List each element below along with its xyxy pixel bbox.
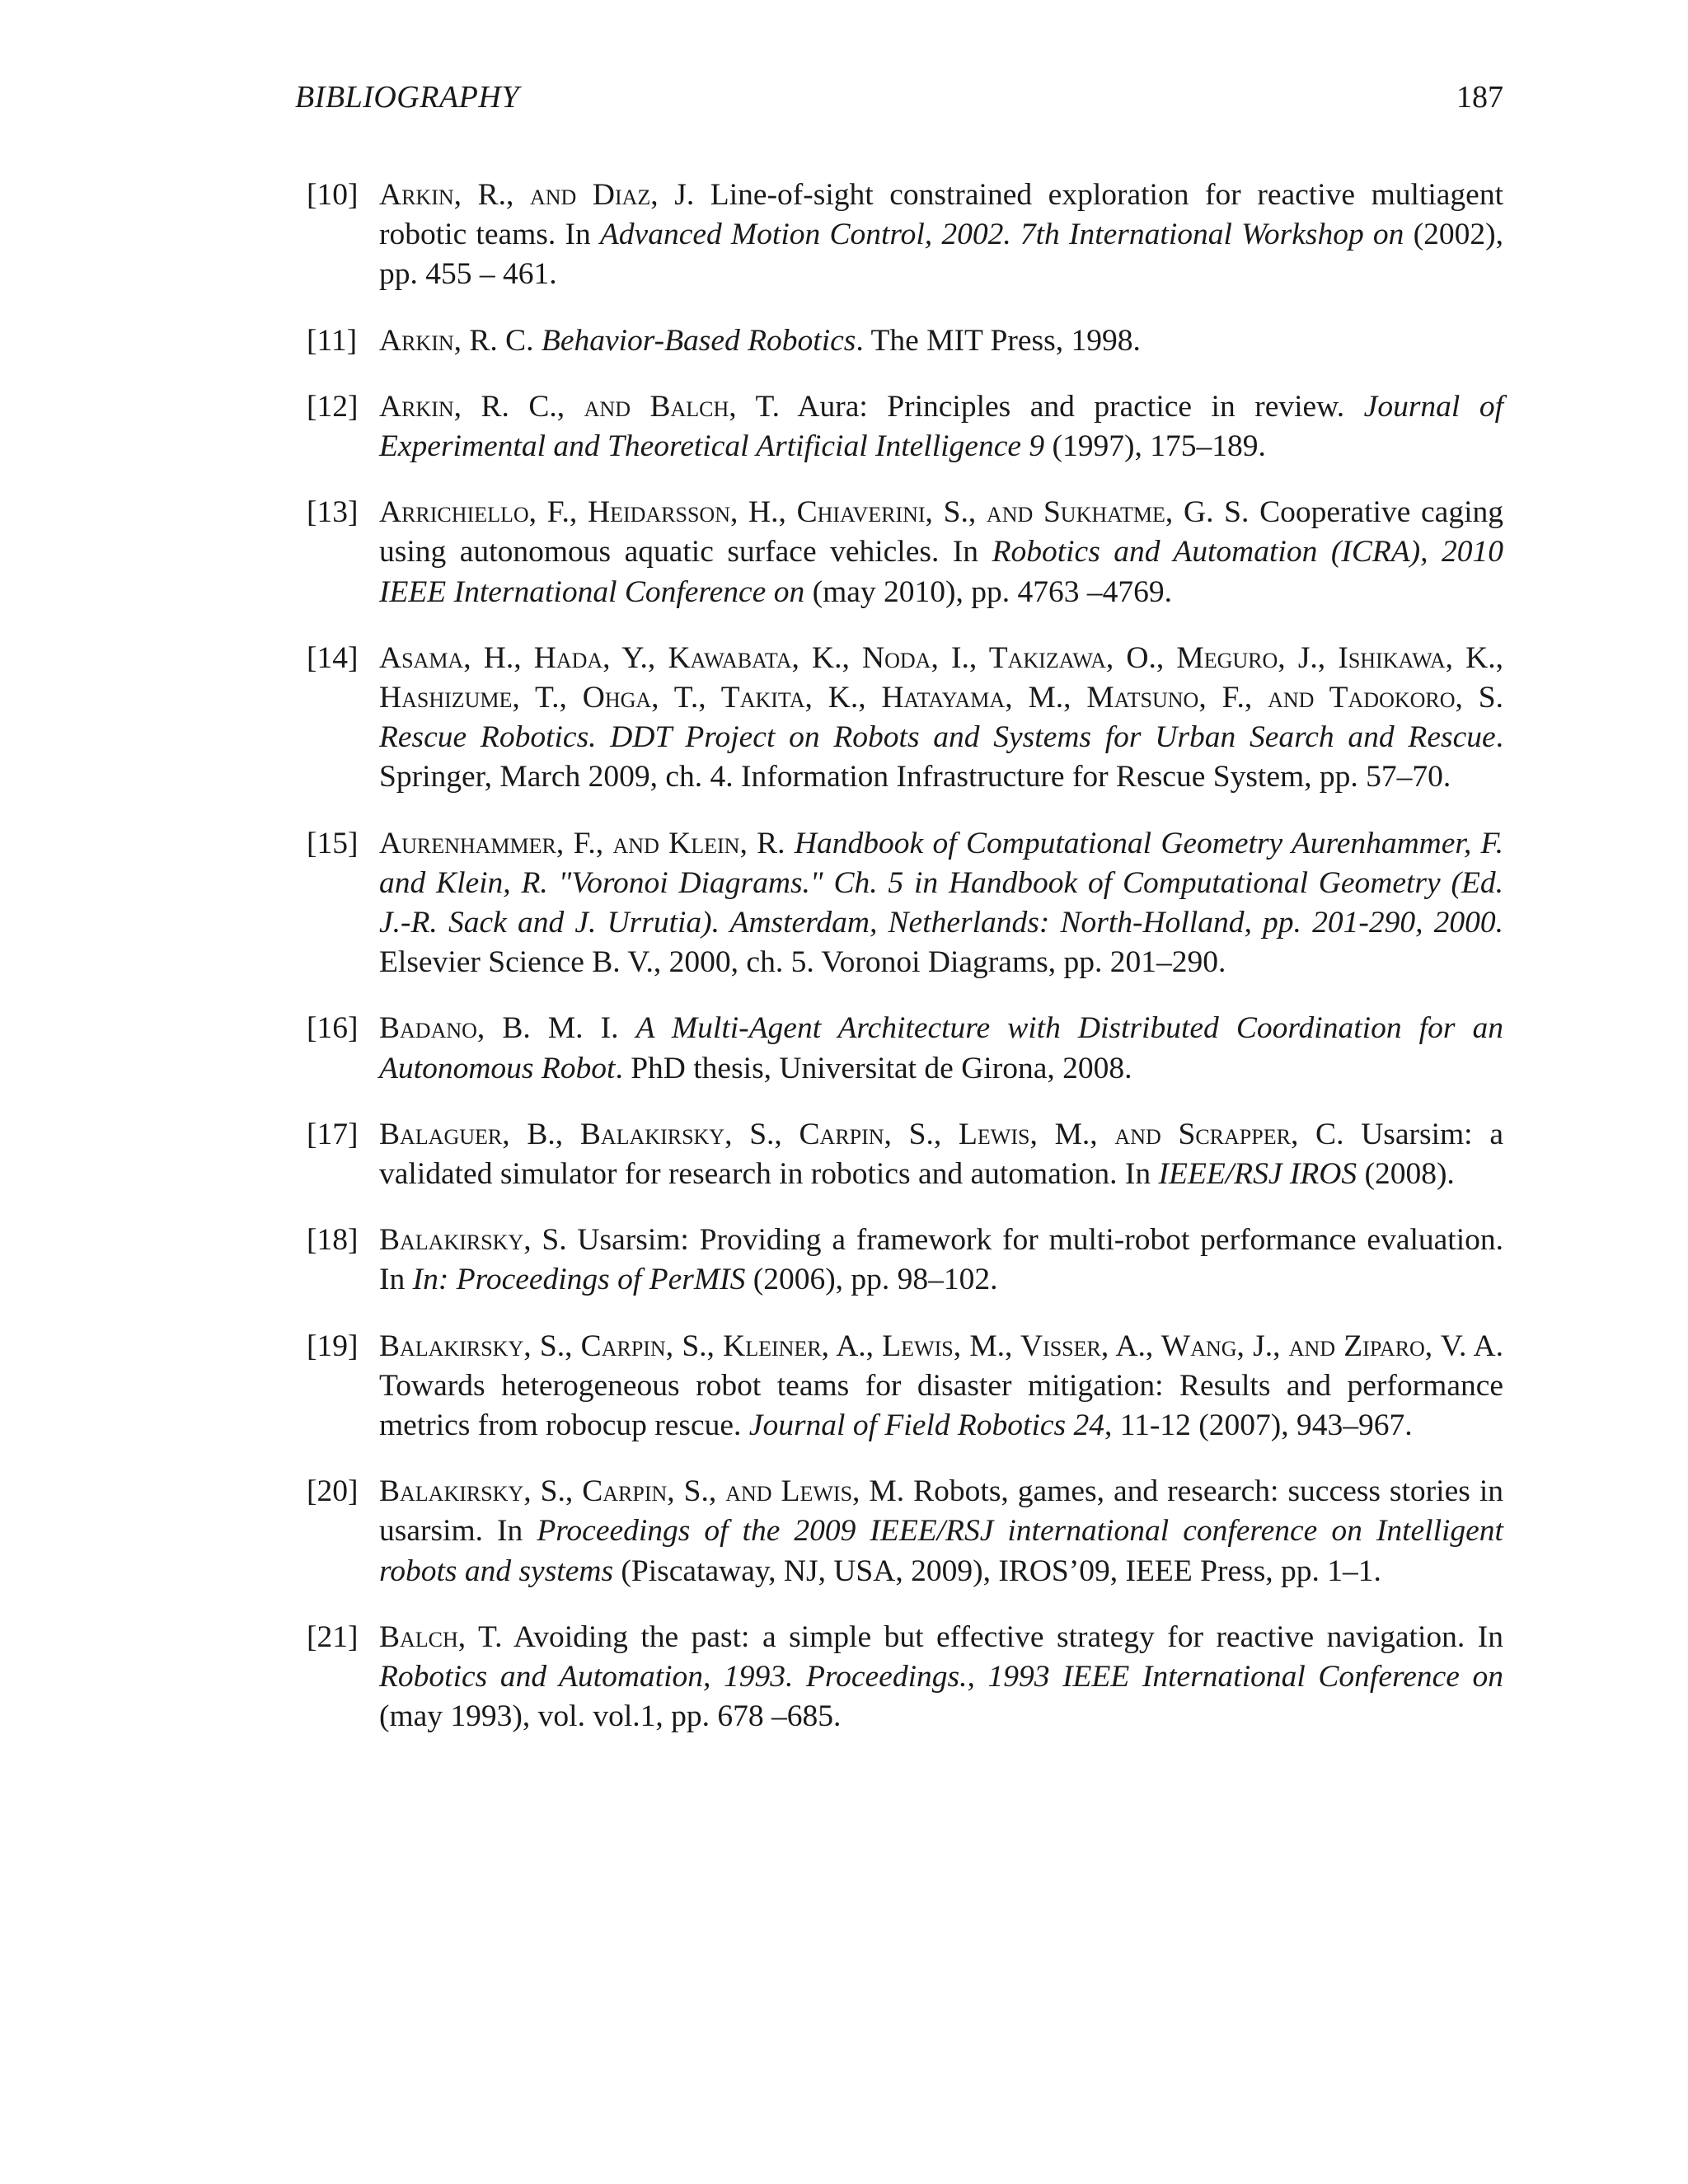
entry-text: (Piscataway, NJ, USA, 2009), IROS’09, IEEE Press, pp. 1–1. — [613, 1554, 1381, 1588]
entry-text: (1997), 175–189. — [1044, 429, 1266, 464]
entry-source-title: Journal of Experimental and Theoretical Artificial Intelligence 9 — [379, 389, 1503, 464]
bibliography-entry — [307, 824, 1503, 983]
bibliography-entry — [307, 1327, 1503, 1446]
entry-label: [21] — [307, 1619, 359, 1654]
entry-source-title: IEEE/RSJ IROS — [1158, 1157, 1357, 1192]
entry-text: . PhD thesis, Universitat de Girona, 2008. — [615, 1051, 1132, 1085]
bibliography-entry — [307, 493, 1503, 612]
page-number: 187 — [1456, 80, 1503, 115]
entry-text: (2002), pp. 455 – 461. — [379, 218, 1503, 292]
entry-text — [785, 827, 795, 860]
entry-authors: Badano, B. M. I. — [379, 1011, 619, 1046]
entry-text: (2008). — [1357, 1157, 1455, 1192]
entry-source-title: A Multi-Agent Architecture with Distributed Coordination for an Autonomous Robot — [379, 1011, 1503, 1085]
bibliography-entry — [307, 1472, 1503, 1591]
running-header-title: BIBLIOGRAPHY — [295, 80, 519, 115]
entry-authors: Asama, H., Hada, Y., Kawabata, K., Noda, I., Takizawa, O., Meguro, J., Ishikawa, K., Hashizume, T., Ohga, T., Takita, K., Hatayama, M., Matsuno, F., and Tadokoro, S. — [379, 640, 1503, 715]
entry-text: (may 2010), pp. 4763 –4769. — [804, 574, 1172, 609]
entry-source-title: Advanced Motion Control, 2002. 7th International Workshop on — [599, 218, 1404, 252]
entry-label: [19] — [307, 1329, 359, 1363]
entry-text: Elsevier Science B. V., 2000, ch. 5. Voronoi Diagrams, pp. 201–290. — [379, 945, 1226, 980]
bibliography-entry — [307, 1221, 1503, 1300]
running-header — [295, 79, 1503, 122]
entry-authors: Arkin, R. C. — [379, 323, 534, 358]
entry-authors: Balakirsky, S., Carpin, S., and Lewis, M. — [379, 1474, 905, 1509]
entry-text: (may 1993), vol. vol.1, pp. 678 –685. — [379, 1699, 842, 1734]
entry-source-title: Robotics and Automation, 1993. Proceedings., 1993 IEEE International Conference on — [379, 1660, 1503, 1694]
entry-text: Line-of-sight constrained exploration for reactive multiagent robotic teams. In — [379, 178, 1503, 252]
entry-authors: Balch, T. — [379, 1619, 503, 1654]
bibliography-entry — [307, 321, 1503, 361]
entry-text: Avoiding the past: a simple but effective strategy for reactive navigation. In — [502, 1619, 1504, 1654]
entry-text: Cooperative caging using autonomous aquatic surface vehicles. In — [379, 495, 1503, 569]
entry-source-title: Behavior-Based Robotics — [541, 323, 856, 358]
entry-label: [13] — [307, 495, 359, 530]
entry-text — [619, 1011, 636, 1045]
entry-authors: Arrichiello, F., Heidarsson, H., Chiaverini, S., and Sukhatme, G. S. — [379, 495, 1250, 530]
entry-source-title: Rescue Robotics. DDT Project on Robots and Systems for Urban Search and Rescue — [379, 720, 1496, 755]
entry-label: [17] — [307, 1117, 359, 1151]
entry-text: Robots, games, and research: success stories in usarsim. In — [379, 1474, 1504, 1549]
entry-source-title: Proceedings of the 2009 IEEE/RSJ international conference on Intelligent robots and systems — [379, 1514, 1503, 1588]
entry-text: (2006), pp. 98–102. — [745, 1263, 998, 1297]
entry-text: Usarsim: Providing a framework for multi-robot performance evaluation. In — [379, 1223, 1503, 1297]
entry-text: Aura: Principles and practice in review. — [779, 389, 1364, 424]
entry-label: [15] — [307, 826, 359, 860]
entry-authors: Balakirsky, S., Carpin, S., Kleiner, A., Lewis, M., Visser, A., Wang, J., and Ziparo, V. A. — [379, 1329, 1503, 1363]
entry-authors: Balaguer, B., Balakirsky, S., Carpin, S., Lewis, M., and Scrapper, C. — [379, 1117, 1344, 1151]
entry-text — [534, 324, 542, 358]
entry-text: . Springer, March 2009, ch. 4. Information Infrastructure for Rescue System, pp. 57–70. — [379, 720, 1503, 794]
entry-authors: Arkin, R., and Diaz, J. — [379, 178, 695, 212]
entry-source-title: Journal of Field Robotics 24 — [748, 1408, 1104, 1443]
entry-text: Towards heterogeneous robot teams for disaster mitigation: Results and performance metrics from robocup rescue. — [379, 1368, 1503, 1443]
entry-text: . The MIT Press, 1998. — [856, 323, 1141, 358]
entry-authors: Arkin, R. C., and Balch, T. — [379, 389, 780, 424]
bibliography-entry — [307, 1115, 1503, 1194]
entry-label: [16] — [307, 1011, 359, 1046]
entry-label: [18] — [307, 1223, 359, 1258]
bibliography-entry — [307, 176, 1503, 295]
entry-label: [20] — [307, 1474, 359, 1509]
bibliography-entry — [307, 387, 1503, 466]
entry-label: [14] — [307, 640, 359, 675]
entry-label: [12] — [307, 389, 359, 424]
entry-authors: Aurenhammer, F., and Klein, R. — [379, 826, 785, 860]
bibliography-entry — [307, 1009, 1503, 1088]
entry-label: [10] — [307, 178, 359, 212]
entry-authors: Balakirsky, S. — [379, 1223, 567, 1258]
entry-text: , 11-12 (2007), 943–967. — [1104, 1408, 1413, 1443]
entry-source-title: Robotics and Automation (ICRA), 2010 IEEE International Conference on — [379, 535, 1503, 609]
entry-text: Usarsim: a validated simulator for research in robotics and automation. In — [379, 1117, 1503, 1192]
entry-source-title: In: Proceedings of PerMIS — [412, 1263, 746, 1297]
bibliography-entry — [307, 1618, 1503, 1737]
entry-label: [11] — [307, 323, 358, 358]
bibliography-entry — [307, 639, 1503, 798]
bibliography-list — [307, 176, 1503, 1764]
entry-source-title: Handbook of Computational Geometry Aurenhammer, F. and Klein, R. "Voronoi Diagrams." Ch. 5 in Handbook of Computational Geometry (Ed. J.-R. Sack and J. Urrutia). Amsterdam, Netherlands: North-Holland, pp. 201-290, 2000. — [379, 826, 1503, 940]
